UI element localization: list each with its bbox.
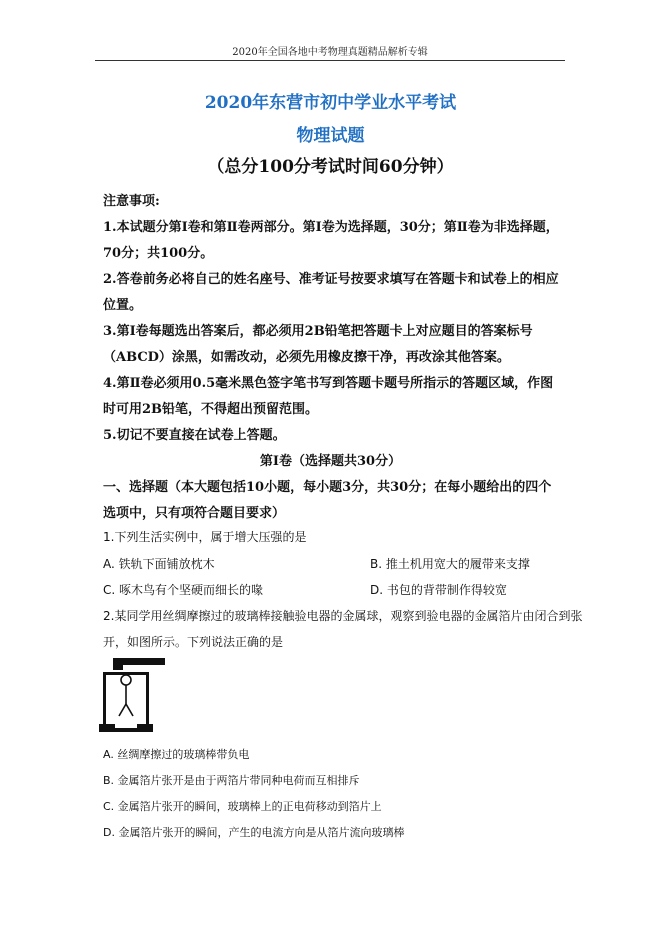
question-2-option-d: D. 金属箔片张开的瞬间，产生的电流方向是从箔片流向玻璃棒 (103, 826, 405, 839)
note-line: 70分；共100分。 (103, 246, 214, 261)
notes-heading: 注意事项: (103, 194, 160, 209)
question-1-option-d: D. 书包的背带制作得较宽 (370, 583, 507, 597)
page-header: 2020年全国各地中考物理真题精品解析专辑 (232, 47, 428, 58)
note-line: 4.第Ⅱ卷必须用0.5毫米黑色签字笔书写到答题卡题号所指示的答题区域，作图 (103, 376, 554, 391)
section-title: 第Ⅰ卷（选择题共30分） (259, 454, 402, 469)
subject-title: 物理试题 (296, 126, 365, 146)
question-2-option-b: B. 金属箔片张开是由于两箔片带同种电荷而互相排斥 (103, 774, 360, 787)
note-line: 3.第Ⅰ卷每题选出答案后，都必须用2B铅笔把答题卡上对应题目的答案标号 (103, 324, 533, 339)
question-1-option-a: A. 铁轨下面铺放枕木 (103, 557, 215, 571)
question-1-option-c: C. 啄木鸟有个坚硬而细长的喙 (103, 583, 264, 597)
question-2-stem: 2.某同学用丝绸摩擦过的玻璃棒接触验电器的金属球，观察到验电器的金属箔片由闭合到张 (103, 609, 583, 623)
question-1-stem: 1.下列生活实例中，属于增大压强的是 (103, 530, 307, 544)
question-1-option-b: B. 推土机用宽大的履带来支撑 (370, 557, 530, 571)
exam-title: 2020年东营市初中学业水平考试 (204, 93, 457, 113)
header-divider (95, 60, 565, 61)
section-instructions: 选项中，只有项符合题目要求） (103, 506, 286, 521)
note-line: 1.本试题分第I卷和第Ⅱ卷两部分。第I卷为选择题，30分；第Ⅱ卷为非选择题， (103, 220, 559, 235)
note-line: 时可用2B铅笔，不得超出预留范围。 (103, 402, 319, 417)
note-line: 位置。 (103, 298, 143, 313)
electroscope-icon (99, 658, 167, 736)
question-2-option-a: A. 丝绸摩擦过的玻璃棒带负电 (103, 748, 250, 761)
note-line: 5.切记不要直接在试卷上答题。 (103, 428, 286, 443)
question-2-stem: 开，如图所示。下列说法正确的是 (103, 635, 284, 649)
section-instructions: 一、选择题（本大题包括10小题，每小题3分，共30分；在每小题给出的四个 (103, 480, 552, 495)
note-line: 2.答卷前务必将自己的姓名座号、准考证号按要求填写在答题卡和试卷上的相应 (103, 272, 559, 287)
exam-info: （总分100分考试时间60分钟） (207, 157, 454, 177)
electroscope-figure (99, 658, 167, 736)
note-line: （ABCD）涂黑，如需改动，必须先用橡皮擦干净，再改涂其他答案。 (103, 350, 510, 365)
question-2-option-c: C. 金属箔片张开的瞬间，玻璃棒上的正电荷移动到箔片上 (103, 800, 382, 813)
